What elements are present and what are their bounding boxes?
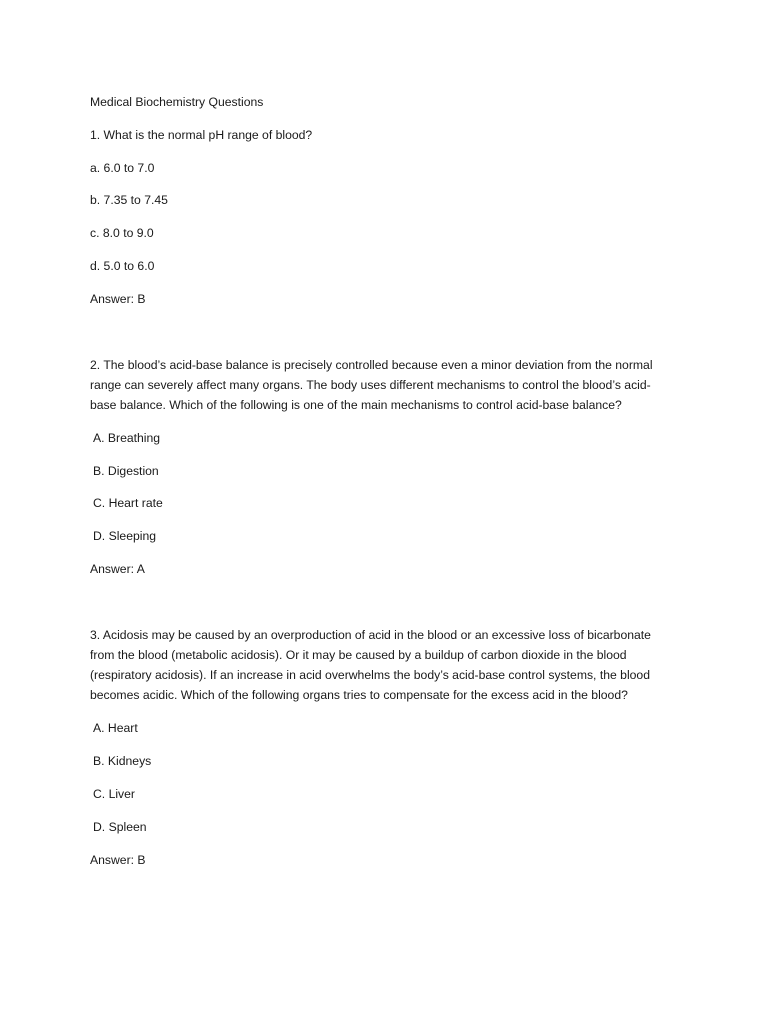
question-3-option-b: B. Kidneys xyxy=(93,754,152,768)
question-3-stem-line: (respiratory acidosis). If an increase in acid overwhelms the body’s acid-base control systems, the blood xyxy=(90,668,650,682)
question-1-answer: Answer: B xyxy=(90,292,146,306)
question-3-stem-line: 3. Acidosis may be caused by an overproduction of acid in the blood or an excessive loss of bicarbonate xyxy=(90,628,651,642)
question-1-option-a: a. 6.0 to 7.0 xyxy=(90,161,155,175)
question-1-option-c: c. 8.0 to 9.0 xyxy=(90,226,154,240)
question-2-option-c: C. Heart rate xyxy=(93,496,163,510)
question-2-option-d: D. Sleeping xyxy=(93,529,157,543)
question-1-option-d: d. 5.0 to 6.0 xyxy=(90,259,155,273)
question-2-stem-line: range can severely affect many organs. The body uses different mechanisms to control the blood’s acid- xyxy=(90,378,651,392)
question-2-stem-line: base balance. Which of the following is one of the main mechanisms to control acid-base balance? xyxy=(90,398,622,412)
question-2-stem xyxy=(90,355,680,415)
question-2-option-a: A. Breathing xyxy=(93,431,161,445)
question-3-option-c: C. Liver xyxy=(93,787,135,801)
question-3-option-a: A. Heart xyxy=(93,721,138,735)
question-3-stem-line: from the blood (metabolic acidosis). Or it may be caused by a buildup of carbon dioxide in the blood xyxy=(90,648,627,662)
question-2-option-b: B. Digestion xyxy=(93,464,159,478)
document-title: Medical Biochemistry Questions xyxy=(90,95,264,109)
question-3-option-d: D. Spleen xyxy=(93,820,147,834)
question-3-stem xyxy=(90,625,680,705)
question-1-option-b: b. 7.35 to 7.45 xyxy=(90,193,168,207)
question-3-answer: Answer: B xyxy=(90,853,146,867)
question-2-answer: Answer: A xyxy=(90,562,145,576)
question-2-stem-line: 2. The blood’s acid-base balance is precisely controlled because even a minor deviation from the normal xyxy=(90,358,653,372)
question-1-stem: 1. What is the normal pH range of blood? xyxy=(90,128,313,142)
question-3-stem-line: becomes acidic. Which of the following organs tries to compensate for the excess acid in the blood? xyxy=(90,688,628,702)
